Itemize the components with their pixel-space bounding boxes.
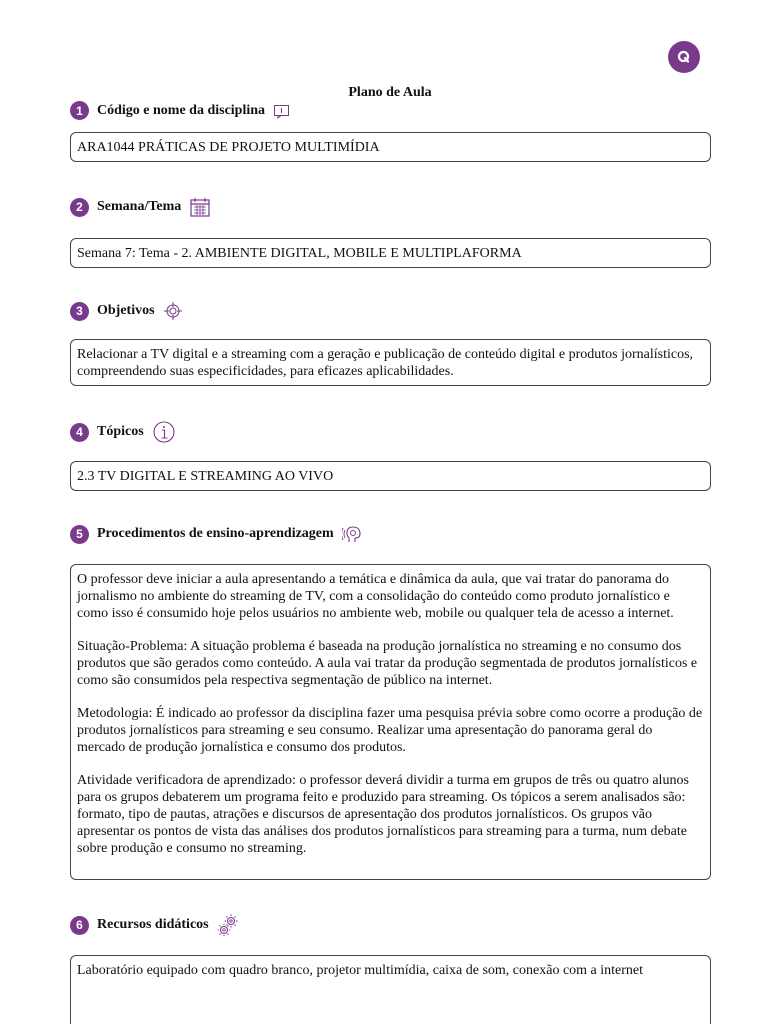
section-content-1 xyxy=(70,132,711,162)
section-heading-5 xyxy=(70,524,364,544)
content-paragraph: O professor deve iniciar a aula apresentando a temática e dinâmica da aula, que vai tratar do panorama do jornalismo no ambiente do streaming de TV, com a consolidação do conteúdo como produto jornalístico e como isso é consumido hoje pelos usuários no ambiente web, mobile ou qualquer tela de acesso a internet. xyxy=(77,572,674,621)
section-number: 3 xyxy=(70,302,89,321)
section-title: Recursos didáticos xyxy=(97,917,209,932)
section-heading-6 xyxy=(70,913,239,937)
content-paragraph: ARA1044 PRÁTICAS DE PROJETO MULTIMÍDIA xyxy=(77,140,380,155)
section-title: Semana/Tema xyxy=(97,199,182,214)
content-paragraph: Relacionar a TV digital e a streaming com a geração e publicação de conteúdo digital e produtos jornalísticos, compreendendo suas especificidades, para eficazes aplicabilidades. xyxy=(77,347,694,379)
target-icon xyxy=(163,301,183,321)
section-content-6 xyxy=(70,955,711,1024)
section-content-4 xyxy=(70,461,711,491)
section-title: Procedimentos de ensino-aprendizagem xyxy=(97,526,334,541)
section-title: Objetivos xyxy=(97,303,155,318)
section-number: 5 xyxy=(70,525,89,544)
book-icon xyxy=(273,103,291,119)
content-paragraph: Atividade verificadora de aprendizado: o professor deverá dividir a turma em grupos de três ou quatro alunos para os grupos debaterem um programa feito e produzido para streaming. Os tópicos a serem analisados são: formato, tipo de pautas, atrações e discursos de apresentação dos produtos jornalísticos. Os grupos vão apresentar os pontos de vista das análises dos produtos jornalísticos para streaming para a turma, num debate sobre produção e consumo no streaming. xyxy=(77,773,689,856)
section-content-2 xyxy=(70,238,711,268)
section-title: Código e nome da disciplina xyxy=(97,102,266,118)
info-icon xyxy=(152,420,176,444)
section-number: 1 xyxy=(70,101,89,120)
section-heading-1 xyxy=(70,101,291,120)
search-q-icon[interactable] xyxy=(668,41,700,73)
page-title: Plano de Aula xyxy=(348,85,432,100)
section-number: 4 xyxy=(70,423,89,442)
section-number: 2 xyxy=(70,198,89,217)
content-paragraph: Situação-Problema: A situação problema é baseada na produção jornalística no streaming e no consumo dos produtos que são gerados como conteúdo. A aula vai tratar da produção segmentada de produtos jornalísticos e como são consumidos pela respectiva segmentação de público na internet. xyxy=(77,639,698,688)
content-paragraph: 2.3 TV DIGITAL E STREAMING AO VIVO xyxy=(77,469,334,484)
content-paragraph: Metodologia: É indicado ao professor da disciplina fazer uma pesquisa prévia sobre como ocorre a produção de produtos jornalísticos para streaming e seu consumo. Realizar uma apresentação do panorama geral do mercado de produção jornalística e consumo dos produtos. xyxy=(77,706,703,755)
section-heading-2 xyxy=(70,196,211,218)
content-paragraph: Laboratório equipado com quadro branco, projetor multimídia, caixa de som, conexão com a internet xyxy=(77,963,644,978)
section-content-5 xyxy=(70,564,711,880)
section-content-3 xyxy=(70,339,711,386)
calendar-icon xyxy=(189,196,211,218)
section-heading-4 xyxy=(70,420,176,444)
content-paragraph: Semana 7: Tema - 2. AMBIENTE DIGITAL, MOBILE E MULTIPLAFORMA xyxy=(77,246,522,261)
head-gear-icon xyxy=(342,524,364,544)
section-number: 6 xyxy=(70,916,89,935)
section-title: Tópicos xyxy=(97,424,144,439)
section-heading-3 xyxy=(70,301,183,321)
gears-icon xyxy=(217,913,239,937)
